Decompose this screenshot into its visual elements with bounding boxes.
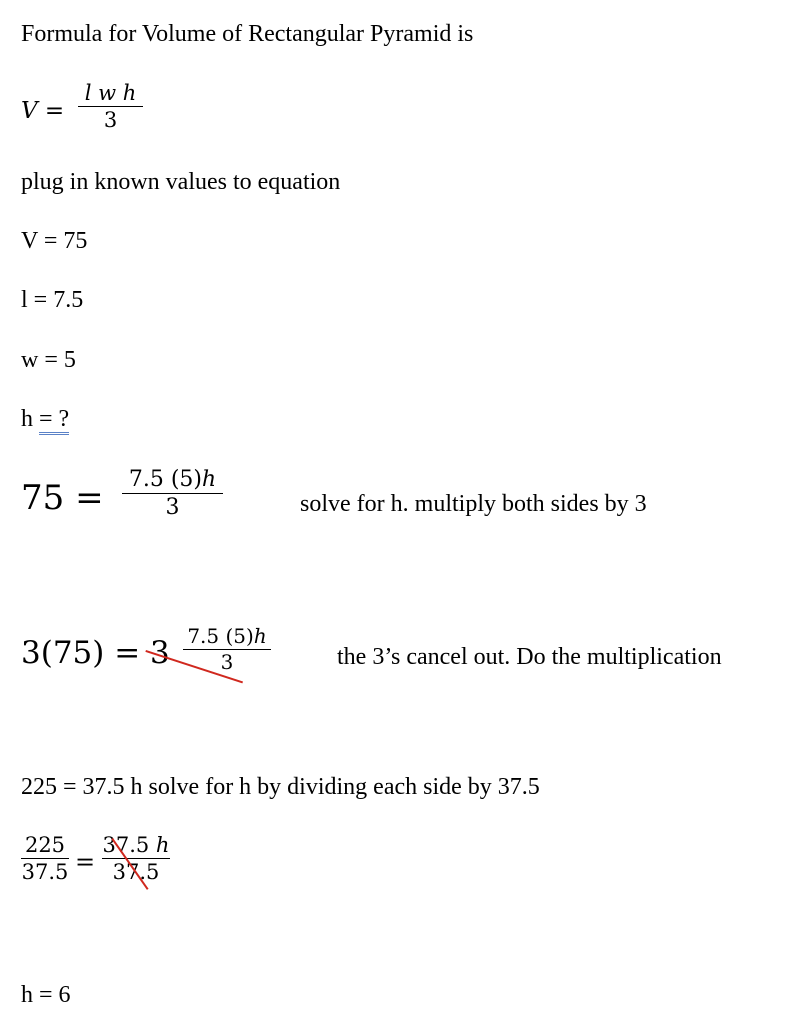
known-length: l = 7.5 (21, 287, 84, 313)
step4-right-denominator: 37.5 (112, 860, 160, 884)
formula-numerator: l w h (84, 81, 137, 105)
plug-instruction: plug in known values to equation (21, 169, 341, 195)
answer-text: h = 6 (21, 982, 71, 1008)
step1-denominator: 3 (165, 495, 180, 520)
step1-note: solve for h. multiply both sides by 3 (300, 491, 647, 517)
step3-text: 225 = 37.5 h solve for h by dividing each side by 37.5 (21, 774, 540, 800)
step4-left-denominator: 37.5 (21, 860, 69, 884)
unknown-height-label: h (21, 406, 39, 432)
step1-lhs: 75 = (21, 478, 104, 518)
step4-equals: = (75, 848, 96, 876)
step2-numerator: 7.5 (5)ℎ (187, 624, 267, 648)
formula-fraction (78, 80, 143, 133)
step4-left-numerator: 225 (24, 833, 66, 857)
formula-denominator: 3 (103, 108, 118, 132)
step1-fraction (122, 466, 223, 521)
step2-lhs: 3(75) = 3 (21, 635, 170, 671)
unknown-height-value: = ? (39, 406, 69, 435)
step1-numerator: 7.5 (5)ℎ (128, 467, 217, 492)
heading-text: Formula for Volume of Rectangular Pyramid is (21, 21, 474, 47)
step4-left-fraction (21, 832, 69, 885)
unknown-height (21, 405, 69, 433)
known-width: w = 5 (21, 347, 76, 373)
step4-right-numerator: 37.5 ℎ (102, 833, 170, 857)
step2-note: the 3’s cancel out. Do the multiplication (337, 644, 722, 670)
known-volume: V = 75 (21, 228, 88, 254)
step2-denominator: 3 (220, 650, 234, 674)
formula-lhs: V = (21, 98, 65, 124)
